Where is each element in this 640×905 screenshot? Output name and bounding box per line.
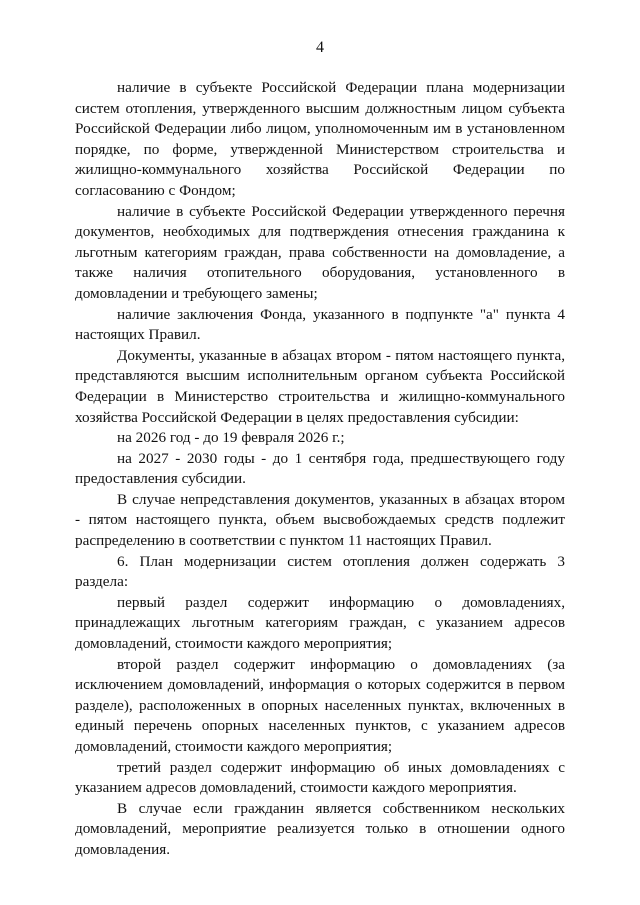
paragraph-documents-list: наличие в субъекте Российской Федерации утвержденного перечня документов, необходимых для подтверждения отнесения гражданина к льготным категориям граждан, права собственности на домовладение, а также наличия отопительного оборудования, установленного в домовладении и требующего замены; (75, 202, 565, 302)
paragraph-deadline-2027-2030: на 2027 - 2030 годы - до 1 сентября года, предшествующего году предоставления субсидии. (75, 449, 565, 488)
paragraph-section-two: второй раздел содержит информацию о домовладениях (за исключением домовладений, информация о которых содержится в первом разделе), расположенных в опорных населенных пунктах, включенных в единый перечень опорных населенных пунктов, с указанием адресов домовладений, стоимости каждого мероприятия; (75, 655, 565, 755)
paragraph-multiple-households: В случае если гражданин является собственником нескольких домовладений, мероприятие реализуется только в отношении одного домовладения. (75, 799, 565, 858)
paragraph-section-three: третий раздел содержит информацию об иных домовладениях с указанием адресов домовладений, стоимости каждого мероприятия. (75, 758, 565, 797)
paragraph-modernization-plan: наличие в субъекте Российской Федерации плана модернизации систем отопления, утвержденного высшим должностным лицом субъекта Российской Федерации либо лицом, уполномоченным им в установленном порядке, по форме, утвержденной Министерством строительства и жилищно-коммунального хозяйства Российской Федерации по согласованию с Фондом; (75, 79, 565, 199)
document-body (75, 78, 565, 861)
paragraph-deadline-2026: на 2026 год - до 19 февраля 2026 г.; (117, 429, 345, 447)
paragraph-documents-submission: Документы, указанные в абзацах втором - пятом настоящего пункта, представляются высшим исполнительным органом субъекта Российской Федерации в Министерство строительства и жилищно-коммунального хозяйства Российской Федерации в целях предоставления субсидии: (75, 346, 565, 426)
paragraph-non-submission: В случае непредставления документов, указанных в абзацах втором - пятом настоящего пункта, объем высвобождаемых средств подлежит распределению в соответствии с пунктом 11 настоящих Правил. (75, 490, 565, 550)
paragraph-section-one: первый раздел содержит информацию о домовладениях, принадлежащих льготным категориям граждан, с указанием адресов домовладений, стоимости каждого мероприятия; (75, 593, 565, 653)
paragraph-plan-sections: 6. План модернизации систем отопления должен содержать 3 раздела: (75, 552, 565, 591)
page-number: 4 (316, 39, 324, 56)
paragraph-fund-conclusion: наличие заключения Фонда, указанного в подпункте "а" пункта 4 настоящих Правил. (75, 305, 565, 344)
